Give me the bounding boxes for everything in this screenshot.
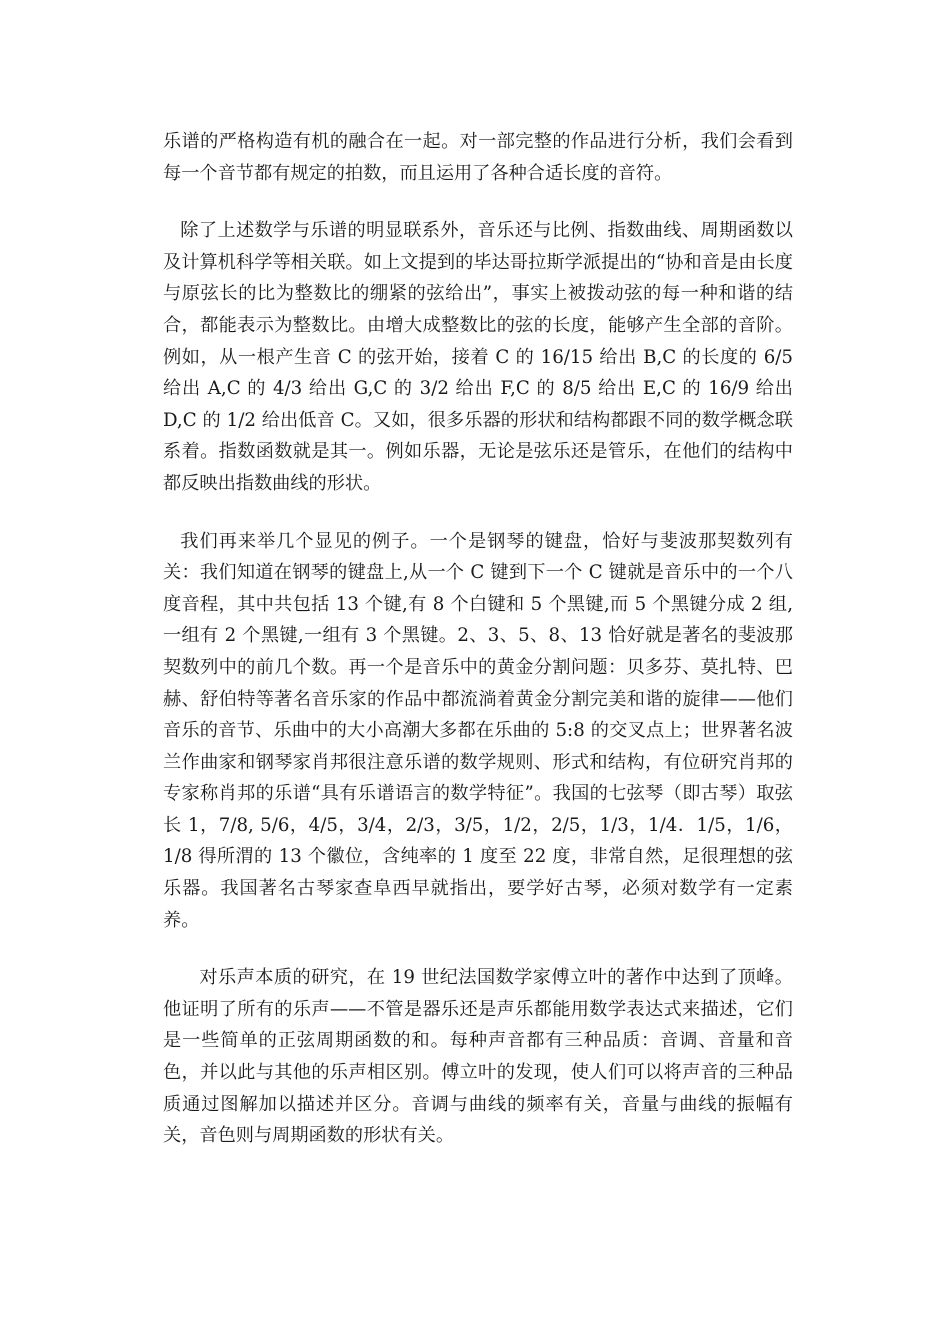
paragraph-4: 对乐声本质的研究，在 19 世纪法国数学家傅立叶的著作中达到了顶峰。他证明了所有的乐声——不管是器乐还是声乐都能用数学表达式来描述，它们是一些简单的正弦周期函数的和。每种声音都有三种品质：音调、音量和音色，并以此与其他的乐声相区别。傅立叶的发现，使人们可以将声音的三种品质通过图解加以描述并区分。音调与曲线的频率有关，音量与曲线的振幅有关，音色则与周期函数的形状有关。 bbox=[163, 967, 793, 1147]
document-body bbox=[163, 126, 793, 1178]
paragraph-2: 除了上述数学与乐谱的明显联系外，音乐还与比例、指数曲线、周期函数以及计算机科学等相关联。如上文提到的毕达哥拉斯学派提出的“协和音是由长度与原弦长的比为整数比的绷紧的弦给出”，事实上被拨动弦的每一种和谐的结合，都能表示为整数比。由增大成整数比的弦的长度，能够产生全部的音阶。例如，从一根产生音 C 的弦开始，接着 C 的 16/15 给出 B,C 的长度的 6/5 给出 A,C 的 4/3 给出 G,C 的 3/2 给出 F,C 的 8/5 给出 E,C 的 16/9 给出 D,C 的 1/2 给出低音 C。又如，很多乐器的形状和结构都跟不同的数学概念联系着。指数函数就是其一。例如乐器，无论是弦乐还是管乐，在他们的结构中都反映出指数曲线的形状。 bbox=[163, 220, 793, 494]
paragraph-3: 我们再来举几个显见的例子。一个是钢琴的键盘，恰好与斐波那契数列有关：我们知道在钢琴的键盘上,从一个 C 键到下一个 C 键就是音乐中的一个八度音程，其中共包括 13 个键,有 8 个白键和 5 个黑键,而 5 个黑键分成 2 组,一组有 2 个黑键,一组有 3 个黑键。2、3、5、8、13 恰好就是著名的斐波那契数列中的前几个数。再一个是音乐中的黄金分割问题：贝多芬、莫扎特、巴赫、舒伯特等著名音乐家的作品中都流淌着黄金分割完美和谐的旋律——他们音乐的音节、乐曲中的大小高潮大多都在乐曲的 5:8 的交叉点上；世界著名波兰作曲家和钢琴家肖邦很注意乐谱的数学规则、形式和结构，有位研究肖邦的专家称肖邦的乐谱“具有乐谱语言的数学特征”。我国的七弦琴（即古琴）取弦长 1，7/8, 5/6，4/5，3/4，2/3，3/5，1/2，2/5，1/3，1/4．1/5，1/6，1/8 得所渭的 13 个徽位，含纯率的 1 度至 22 度，非常自然，足很理想的弦乐器。我国著名古琴家查阜西早就指出，要学好古琴，必须对数学有一定素养。 bbox=[163, 530, 793, 931]
paragraph-1: 乐谱的严格构造有机的融合在一起。对一部完整的作品进行分析，我们会看到每一个音节都有规定的拍数，而且运用了各种合适长度的音符。 bbox=[163, 131, 793, 184]
